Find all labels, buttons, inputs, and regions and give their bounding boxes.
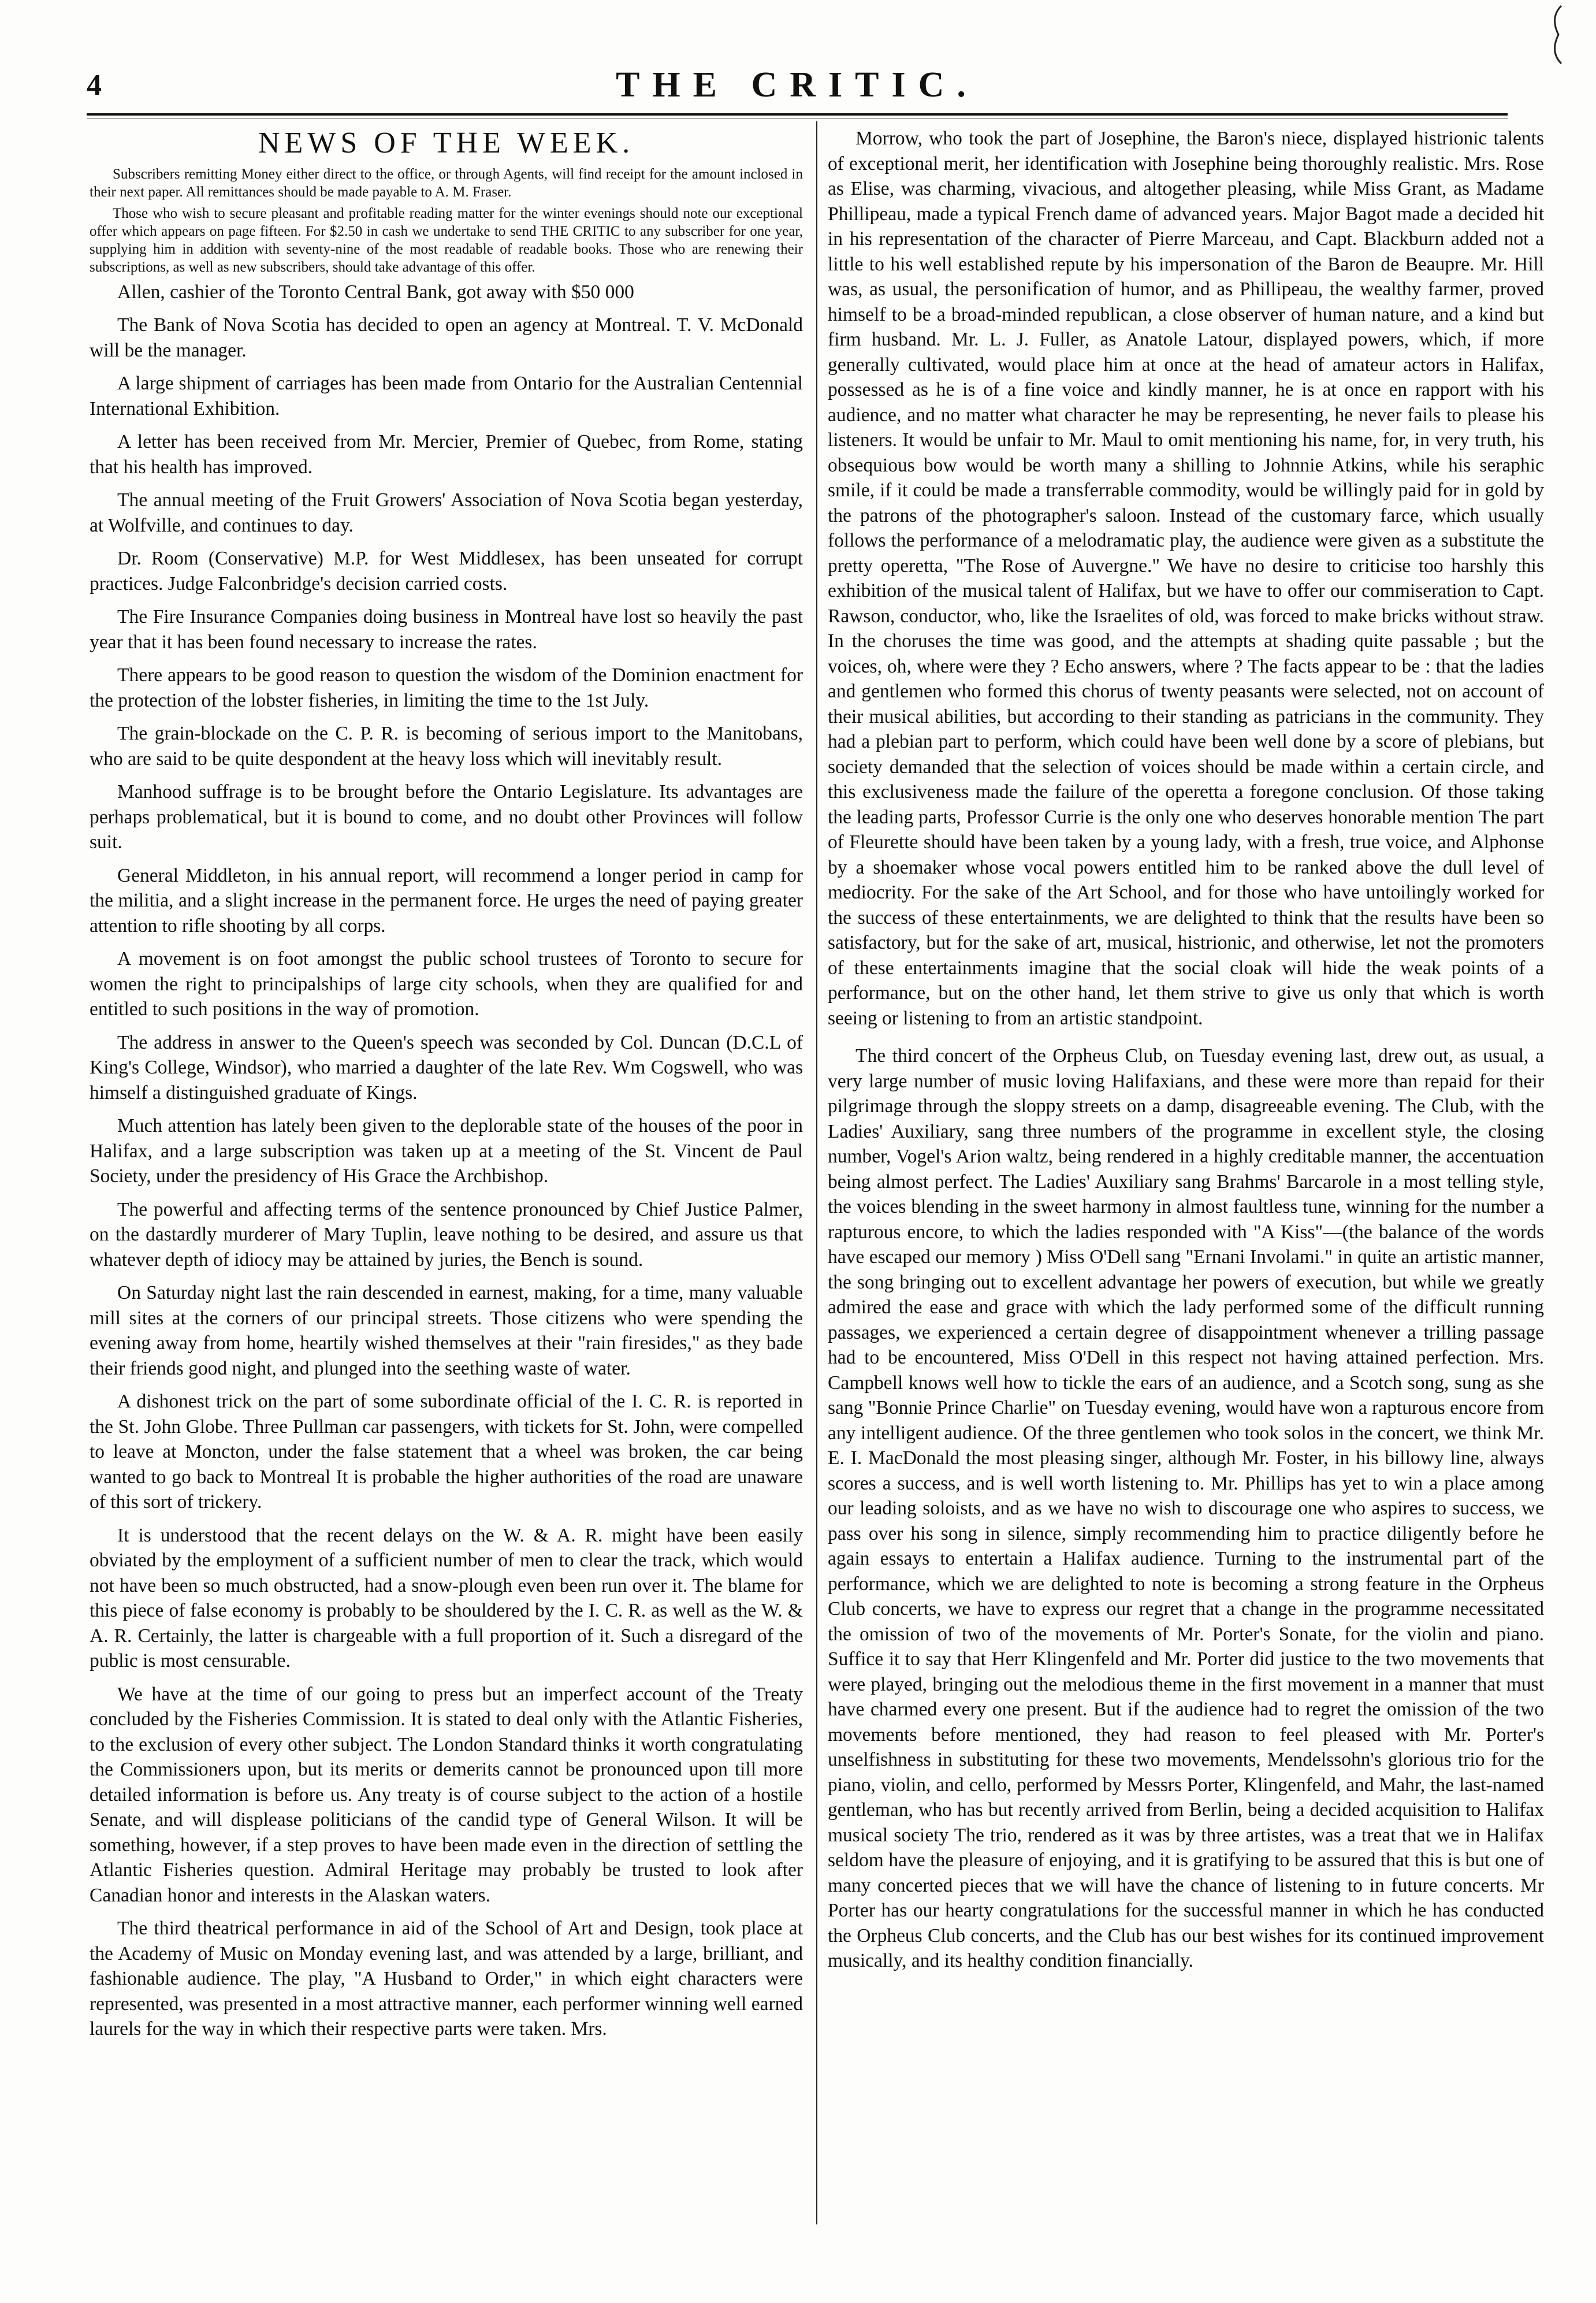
news-item: The third theatrical performance in aid of the School of Art and Design, took place at the Academy of Music on Monday evening last, and was attended by a large, brilliant, and fashionable audience. The play, "A Husband to Order," in which eight characters were represented, was presented in a most attractive manner, each performer winning well earned laurels for the way in which their respective parts were taken. Mrs. [90,1918,803,2040]
news-item: The grain-blockade on the C. P. R. is becoming of serious import to the Manitobans, who are said to be quite despondent at the heavy loss which will inevitably result. [90,723,803,770]
news-item: On Saturday night last the rain descended in earnest, making, for a time, many valuable mill sites at the corners of our principal streets. Those citizens who were spending the evening away from home, heartily wished themselves at their "rain firesides," as they bade their friends good night, and plunged into the seething waste of water. [90,1282,803,1379]
news-item: The Fire Insurance Companies doing business in Montreal have lost so heavily the past year that it has been found necessary to increase the rates. [90,606,803,653]
news-item: A letter has been received from Mr. Mercier, Premier of Quebec, from Rome, stating that his health has improved. [90,431,803,478]
theatre-review-continued: Morrow, who took the part of Josephine, the Baron's niece, displayed histrionic talents of exceptional merit, her identification with Josephine being thoroughly realistic. Mrs. Rose as Elise, was charming, vivacious, and altogether pleasing, while Miss Grant, as Madame Phillipeau, made a typical French dame of advanced years. Major Bagot made a decided hit in his representation of the character of Pierre Marceau, and Capt. Blackburn added not a little to his well established repute by his impersonation of the Baron de Beaupre. Mr. Hill was, as usual, the personification of humor, and as Phillipeau, the wealthy farmer, proved himself to be a broad-minded republican, a close observer of human nature, and a kind but firm husband. Mr. L. J. Fuller, as Anatole Latour, displayed powers, which, if more generally cultivated, would place him at once at the head of amateur actors in Halifax, possessed as he is of a fine voice and kindly manner, he is at once en rapport with his audience, and no matter what character he may be representing, he never fails to please his listeners. It would be unfair to Mr. Maul to omit mentioning his name, for, in very truth, his obsequious bow would be worth many a shilling to Johnnie Atkins, while his seraphic smile, if it could be made a transferrable commodity, would be willingly paid for in gold by the patrons of the photographer's saloon. Instead of the customary farce, which usually follows the performance of a melodramatic play, the audience were given as a substitute the pretty operetta, "The Rose of Auvergne." We have no desire to criticise too harshly this exhibition of the musical talent of Halifax, but we have to offer our commiseration to Capt. Rawson, conductor, who, like the Israelites of old, was forced to make bricks without straw. In the choruses the time was good, and the attempts at shading quite passable ; but the voices, oh, where were they ? Echo answers, where ? The facts appear to be : that the ladies and gentlemen who formed this chorus of twenty peasants were selected, not on account of their musical abilities, but according to their standing as patricians in the community. They had a plebian part to perform, which could have been well done by a score of plebians, but society demanded that the selection of voices should be made within a certain circle, and this exclusiveness made the failure of the operetta a foregone conclusion. Of those taking the leading parts, Professor Currie is the only one who deserves honorable mention The part of Fleurette should have been taken by a young lady, with a fresh, true voice, and Alphonse by a shoemaker whose vocal powers entitled him to be ranked above the dull level of mediocrity. For the sake of the Art School, and for those who have untoilingly worked for the success of these entertainments, we are delighted to think that the results have been so satisfactory, but for the sake of art, musical, histrionic, and otherwise, let not the promoters of these entertainments imagine that the social cloak will hide the weak points of a performance, but on the other hand, let them strive to give us only that which is worth seeing or listening to from an artistic standpoint. [828,128,1544,1029]
news-item: Allen, cashier of the Toronto Central Bank, got away with $50 000 [117,281,634,303]
right-column [828,126,1544,2229]
offer-notice: Those who wish to secure pleasant and profitable reading matter for the winter evenings should note our exceptional offer which appears on page fifteen. For $2.50 in cash we undertake to send THE CRITIC to any subscriber for one year, supplying him in addition with seventy-nine of the most readable of readable books. Those who are renewing their subscriptions, as well as new subscribers, should take advantage of this offer. [90,205,803,275]
news-item: It is understood that the recent delays on the W. & A. R. might have been easily obviated by the employment of a sufficient number of men to clear the track, which would not have been so much obstructed, had a snow-plough even been run over it. The blame for this piece of false economy is probably to be shouldered by the I. C. R. as well as the W. & A. R. Certainly, the latter is chargeable with a full proportion of it. Such a disregard of the public is most censurable. [90,1524,803,1671]
header-rule [87,113,1508,116]
subscriber-notice: Subscribers remitting Money either direct to the office, or through Agents, will find receipt for the amount inclosed in their next paper. All remittances should be made payable to A. M. Fraser. [90,166,803,200]
news-item: We have at the time of our going to press but an imperfect account of the Treaty concluded by the Fisheries Commission. It is stated to deal only with the Atlantic Fisheries, to the exclusion of every other subject. The London Standard thinks it worth congratulating the Commissioners upon, but its merits or demerits cannot be pronounced upon till more detailed information is before us. Any treaty is of course subject to the action of a hostile Senate, and will displease politicians of the candid type of General Wilson. It will be something, however, if a step proves to have been made even in the direction of settling the Atlantic Fisheries question. Admiral Heritage may probably be trusted to look after Canadian honor and interests in the Alaskan waters. [90,1683,803,1906]
news-item: Much attention has lately been given to the deplorable state of the houses of the poor in Halifax, and a large subscription was taken up at a meeting of the St. Vincent de Paul Society, under the presidency of His Grace the Archbishop. [90,1115,803,1187]
news-item: The annual meeting of the Fruit Growers' Association of Nova Scotia began yesterday, at Wolfville, and continues to day. [90,489,803,536]
news-item: Dr. Room (Conservative) M.P. for West Middlesex, has been unseated for corrupt practices. Judge Falconbridge's decision carried costs. [90,548,803,595]
left-column [90,126,803,2229]
page-header [87,65,1508,109]
news-item: A movement is on foot amongst the public school trustees of Toronto to secure for women the right to principalships of large city schools, when they are qualified for and entitled to such positions in the way of promotion. [90,948,803,1020]
news-item: The address in answer to the Queen's speech was seconded by Col. Duncan (D.C.L of King's College, Windsor), who married a daughter of the late Rev. Wm Cogswell, who was himself a distinguished graduate of Kings. [90,1031,803,1104]
page-number: 4 [87,69,102,102]
news-item: General Middleton, in his annual report, will recommend a longer period in camp for the militia, and a slight increase in the permanent force. He urges the need of paying greater attention to rifle shooting by all corps. [90,864,803,937]
news-item: A dishonest trick on the part of some subordinate official of the I. C. R. is reported in the St. John Globe. Three Pullman car passengers, with tickets for St. John, were compelled to leave at Moncton, under the false statement that a wheel was broken, the car being wanted to go back to Montreal It is probable the higher authorities of the road are unaware of this sort of trickery. [90,1391,803,1513]
masthead-title: THE CRITIC. [616,65,979,105]
margin-bracket-mark [1538,0,1573,69]
orpheus-club-review: The third concert of the Orpheus Club, on Tuesday evening last, drew out, as usual, a very large number of music loving Halifaxians, and these were more than repaid for their pilgrimage through the sloppy streets on a damp, disagreeable evening. The Club, with the Ladies' Auxiliary, sang three numbers of the programme in excellent style, the closing number, Vogel's Arion waltz, being rendered in a highly creditable manner, the accentuation being almost perfect. The Ladies' Auxiliary sang Brahms' Barcarole in a most telling style, the voices blending in the sweet harmony in almost faultless tune, winning for the number a rapturous encore, to which the ladies responded with "A Kiss"—(the balance of the words have escaped our memory ) Miss O'Dell sang "Ernani Involami." in quite an artistic manner, the song bringing out to excellent advantage her powers of execution, but while we greatly admired the ease and grace with which the lady performed some of the difficult running passages, we experienced a certain degree of disappointment whenever a trilling passage had to be encountered, Miss O'Dell in this respect not having attained perfection. Mrs. Campbell knows well how to tickle the ears of an audience, and a Scotch song, sung as she sang "Bonnie Prince Charlie" on Tuesday evening, would have won a rapturous encore from any intelligent audience. Of the three gentlemen who took solos in the concert, we think Mr. E. I. MacDonald the most pleasing singer, although Mr. Foster, in his billowy line, always scores a success, and is well worth listening to. Mr. Phillips has yet to win a place among our leading soloists, and as we have no wish to discourage one who aspires to success, we pass over his song in silence, simply recommending him to practice diligently before he again essays to entertain a Halifax audience. Turning to the instrumental part of the performance, which we are delighted to note is becoming a strong feature in the Orpheus Club concerts, we have to express our regret that a change in the programme necessitated the omission of two of the movements of Mr. Porter's Sonate, for the violin and piano. Suffice it to say that Herr Klingenfeld and Mr. Porter did justice to the two movements that were played, bringing out the melodious theme in the first movement in a manner that must have charmed every one present. But if the audience had to regret the omission of the two movements before mentioned, they had reason to feel pleased with Mr. Porter's unselfishness in substituting for these two movements, Mendelssohn's glorious trio for the piano, violin, and cello, performed by Messrs Porter, Klingenfeld, and Mahr, the last-named gentleman, who has but recently arrived from Berlin, being a decided acquisition to Halifax musical society The trio, rendered as it was by three artistes, was a treat that we in Halifax seldom have the pleasure of enjoying, and it is gratifying to be assured that this is but one of many concerted pieces that we will have the chance of listening to in future concerts. Mr Porter has our hearty congratulations for the successful manner in which he has conducted the Orpheus Club concerts, and the Club has our best wishes for its continued improvement musically, and its healthy condition financially. [828,1045,1544,1971]
news-item: The Bank of Nova Scotia has decided to open an agency at Montreal. T. V. McDonald will be the manager. [90,314,803,361]
section-title: NEWS OF THE WEEK. [258,127,635,159]
news-item: Manhood suffrage is to be brought before the Ontario Legislature. Its advantages are perhaps problematical, but it is bound to come, and no doubt other Provinces will follow suit. [90,781,803,853]
news-item: A large shipment of carriages has been made from Ontario for the Australian Centennial International Exhibition. [90,373,803,419]
news-item: There appears to be good reason to question the wisdom of the Dominion enactment for the protection of the lobster fisheries, in limiting the time to the 1st July. [90,664,803,711]
news-item: The powerful and affecting terms of the sentence pronounced by Chief Justice Palmer, on the dastardly murderer of Mary Tuplin, leave nothing to be desired, and assure us that whatever depth of idiocy may be attained by juries, the Bench is sound. [90,1198,803,1271]
column-divider [816,121,817,2224]
